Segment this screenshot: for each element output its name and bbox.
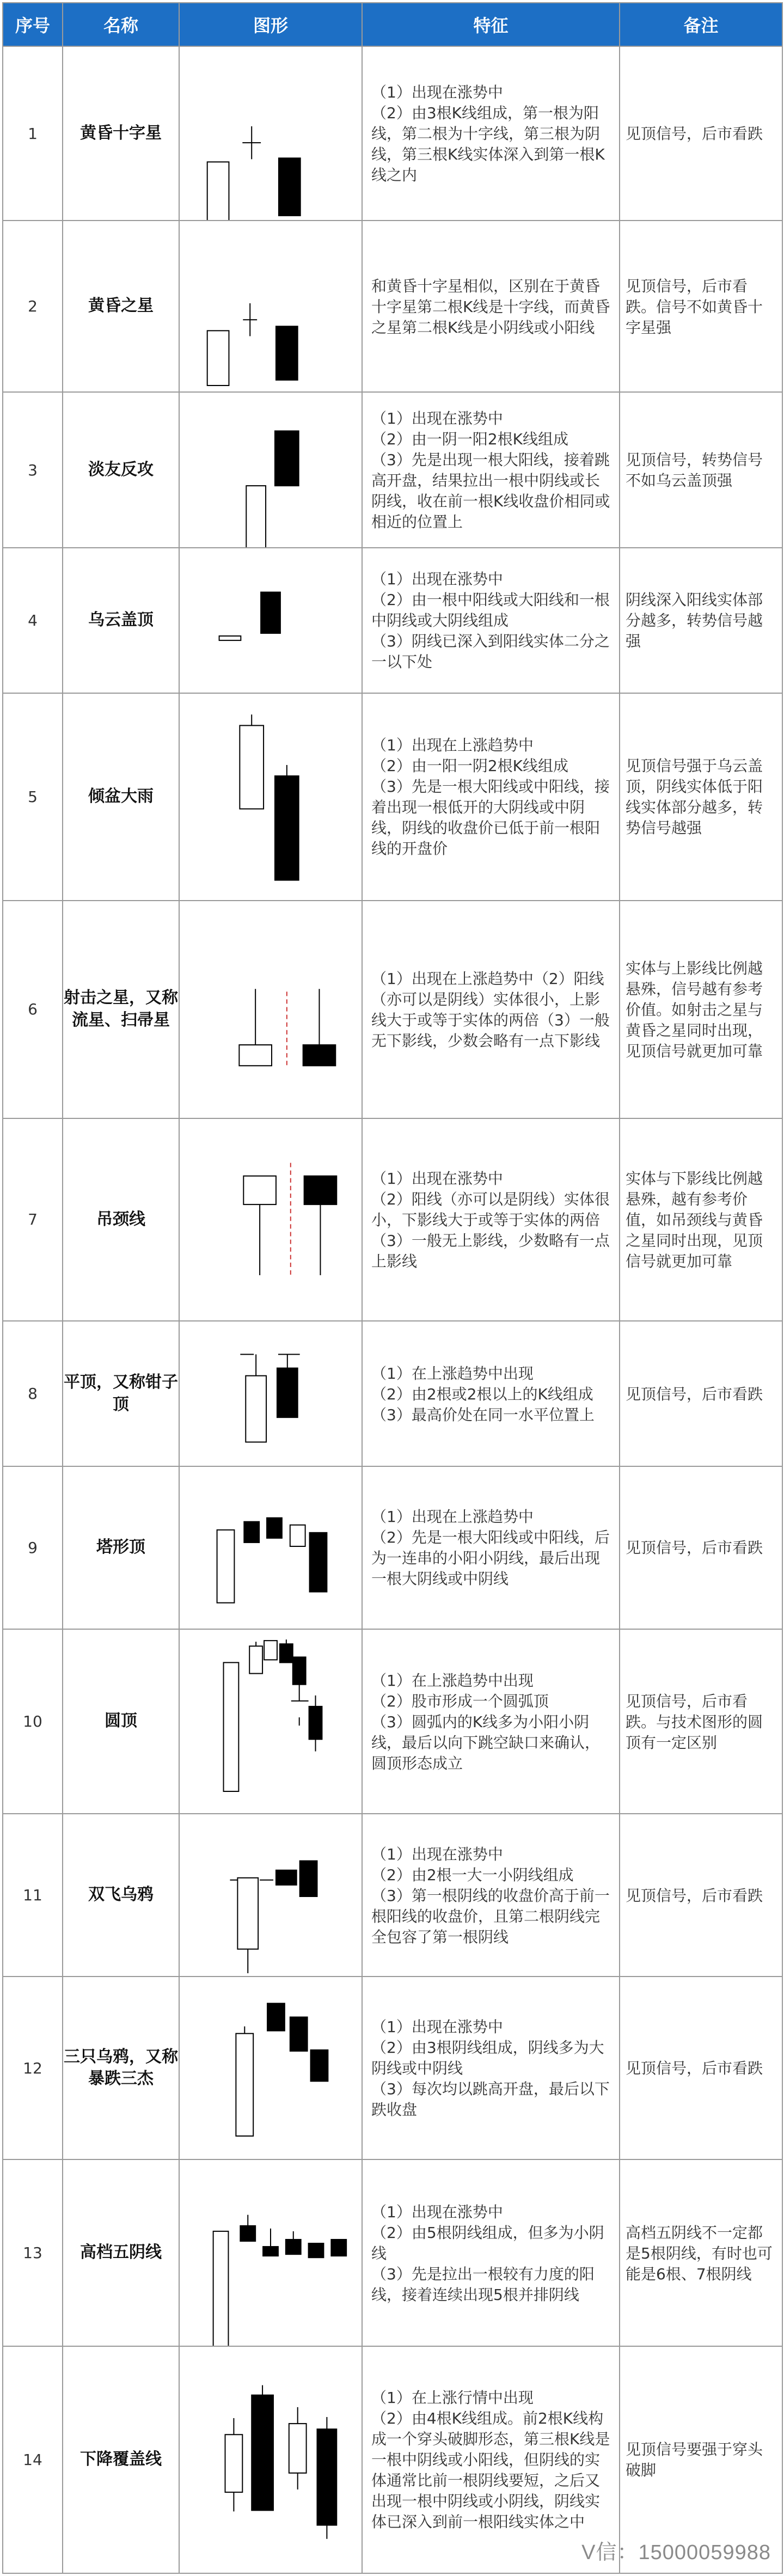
bearish-candle	[267, 2003, 285, 2030]
pattern-figure	[179, 1814, 362, 1977]
row-number: 7	[3, 1118, 63, 1321]
pattern-feature	[362, 1466, 620, 1629]
pattern-figure	[179, 901, 362, 1118]
bearish-candle	[275, 776, 299, 880]
pattern-name: 平顶，又称钳子顶	[63, 1321, 179, 1466]
table-row	[3, 1814, 782, 1977]
row-number: 2	[3, 221, 63, 392]
bullish-candle	[246, 1376, 266, 1442]
note-text: 见顶信号，后市看跌	[626, 125, 763, 143]
pattern-name: 三只乌鸦，又称暴跌三杰	[63, 1977, 179, 2159]
note-text: 阴线深入阳线实体部分越多，转势信号越强	[626, 591, 763, 651]
pattern-name: 淡友反攻	[63, 392, 179, 548]
feature-text: （1）出现在涨势中 （2）由5根阴线组成，但多为小阴线 （3）先是拉出一根较有力度的阳线，接着连续出现5根并排阴线	[371, 2202, 604, 2304]
row-number: 4	[3, 548, 63, 693]
pattern-feature	[362, 693, 620, 901]
feature-text: （1）出现在涨势中 （2）由3根K线组成，第一根为阳线，第二根为十字线，第三根为阴线，第三根K线实体深入到第一根K线之内	[371, 83, 605, 185]
row-number: 3	[3, 392, 63, 548]
feature-text: （1）出现在涨势中 （2）阳线（亦可以是阴线）实体很小，下影线大于或等于实体的两倍 （3）一般无上影线，少数略有一点上影线	[371, 1169, 610, 1270]
bearish-candle	[331, 2240, 346, 2256]
candlestick-diagram	[180, 1467, 362, 1629]
bullish-candle	[225, 2434, 243, 2492]
pattern-name: 乌云盖顶	[63, 548, 179, 693]
table-row	[3, 221, 782, 392]
bullish-candle	[207, 331, 229, 386]
pattern-feature	[362, 1977, 620, 2159]
table-row	[3, 1629, 782, 1814]
bullish-candle	[240, 725, 264, 809]
pattern-figure	[179, 2159, 362, 2346]
bullish-candle	[243, 1176, 276, 1204]
note-text: 高档五阴线不一定都是5根阴线，有时也可能是6根、7根阴线	[626, 2223, 773, 2283]
table-row	[3, 2159, 782, 2346]
note-text: 实体与下影线比例越悬殊，越有参考价值，如吊颈线与黄昏之星同时出现，见顶信号就更加可靠	[626, 1169, 763, 1270]
bullish-candle	[290, 1525, 305, 1546]
pattern-name: 双飞乌鸦	[63, 1814, 179, 1977]
table-row	[3, 901, 782, 1118]
note-text: 见顶信号，后市看跌	[626, 1385, 763, 1403]
pattern-note	[620, 1466, 782, 1629]
row-number: 9	[3, 1466, 63, 1629]
row-number: 14	[3, 2346, 63, 2573]
pattern-figure	[179, 1629, 362, 1814]
feature-text: （1）出现在上涨趋势中 （2）由一阳一阴2根K线组成 （3）先是一根大阳线或中阳线，接着出现一根低开的大阴线或中阴线，阴线的收盘价已低于前一根阳线的开盘价	[371, 736, 610, 858]
feature-text: （1）在上涨行情中出现 （2）由4根K线组成。前2根K线构成一个穿头破脚形态，第三根K线是一根中阴线或小阳线，但阴线的实体通常比前一根阴线要短，之后又出现一根中阴线或小阴线，阴线实体已深入到前一根阳线实体之中	[371, 2389, 610, 2531]
table-row	[3, 548, 782, 693]
pattern-note	[620, 548, 782, 693]
note-text: 见顶信号强于乌云盖顶，阴线实体低于阳线实体部分越多，转势信号越强	[626, 757, 763, 837]
bearish-candle	[290, 2017, 308, 2051]
bullish-candle	[213, 2231, 229, 2345]
pattern-feature	[362, 901, 620, 1118]
pattern-feature	[362, 2159, 620, 2346]
bearish-candle	[280, 1644, 293, 1662]
candlestick-diagram	[180, 1814, 362, 1976]
table-row	[3, 1977, 782, 2159]
feature-text: （1）在上涨趋势中出现 （2）股市形成一个圆弧顶 （3）圆弧内的K线多为小阳小阴线，最后以向下跳空缺口来确认，圆顶形态成立	[371, 1671, 601, 1772]
table-row	[3, 46, 782, 221]
header-name: 名称	[63, 3, 179, 46]
bullish-candle	[239, 1045, 272, 1066]
pattern-name: 圆顶	[63, 1629, 179, 1814]
pattern-figure	[179, 392, 362, 548]
kline-pattern-table	[2, 2, 783, 2574]
bearish-candle	[309, 1706, 322, 1739]
pattern-name: 塔形顶	[63, 1466, 179, 1629]
bearish-candle	[309, 2243, 324, 2257]
bullish-candle	[217, 1530, 235, 1603]
pattern-note	[620, 2159, 782, 2346]
bearish-candle	[277, 1368, 298, 1418]
pattern-feature	[362, 1629, 620, 1814]
pattern-figure	[179, 1118, 362, 1321]
pattern-figure	[179, 548, 362, 693]
bearish-candle	[276, 1870, 297, 1885]
feature-text: （1）出现在涨势中 （2）由3根阴线组成，阴线多为大阴线或中阴线 （3）每次均以跳高开盘，最后以下跌收盘	[371, 2018, 610, 2119]
candlestick-diagram	[180, 2347, 362, 2573]
candlestick-diagram	[180, 1977, 362, 2159]
pattern-figure	[179, 693, 362, 901]
bullish-candle	[264, 1641, 277, 1660]
pattern-note	[620, 392, 782, 548]
bearish-candle	[304, 1176, 337, 1204]
pattern-name: 下降覆盖线	[63, 2346, 179, 2573]
candlestick-diagram	[180, 694, 362, 900]
feature-text: （1）出现在上涨趋势中 （2）先是一根大阳线或中阳线，后为一连串的小阳小阴线，最后出现一根大阴线或中阴线	[371, 1508, 610, 1588]
candlestick-diagram	[180, 1321, 362, 1466]
bearish-candle	[311, 2050, 328, 2081]
bearish-candle	[275, 431, 299, 486]
pattern-feature	[362, 1321, 620, 1466]
bullish-candle	[289, 2424, 307, 2473]
bearish-candle	[252, 2395, 273, 2510]
feature-text: （1）出现在涨势中 （2）由一根中阳线或大阳线和一根中阴线或大阴线组成 （3）阴线已深入到阳线实体二分之一以下处	[371, 570, 610, 671]
table-row	[3, 1118, 782, 1321]
pattern-feature	[362, 1814, 620, 1977]
note-text: 实体与上影线比例越悬殊，信号越有参考价值。如射击之星与黄昏之星同时出现，见顶信号就更加可靠	[626, 959, 763, 1060]
bearish-candle	[276, 326, 298, 380]
candlestick-diagram	[180, 1630, 362, 1813]
pattern-name: 射击之星，又称流星、扫帚星	[63, 901, 179, 1118]
bullish-candle	[237, 1878, 258, 1949]
bullish-candle	[249, 1646, 262, 1673]
row-number: 8	[3, 1321, 63, 1466]
pattern-feature	[362, 548, 620, 693]
note-text: 见顶信号，后市看跌。与技术图形的圆顶有一定区别	[626, 1692, 763, 1752]
pattern-note	[620, 1118, 782, 1321]
watermark-text: V信：15000059988	[581, 2541, 771, 2564]
pattern-figure	[179, 1977, 362, 2159]
candlestick-diagram	[180, 2160, 362, 2345]
bullish-candle	[224, 1662, 239, 1791]
bearish-candle	[310, 1533, 327, 1592]
pattern-note	[620, 46, 782, 221]
bearish-candle	[279, 158, 301, 216]
table-row	[3, 392, 782, 548]
pattern-name: 黄昏十字星	[63, 46, 179, 221]
note-text: 见顶信号，后市看跌	[626, 2059, 763, 2078]
bearish-candle	[263, 2247, 278, 2256]
table-body	[3, 46, 782, 2573]
bearish-candle	[317, 2429, 336, 2525]
pattern-note	[620, 1814, 782, 1977]
candlestick-diagram	[180, 901, 362, 1118]
pattern-note	[620, 693, 782, 901]
candlestick-diagram	[180, 1119, 362, 1321]
bearish-candle	[267, 1518, 282, 1538]
candlestick-diagram	[180, 548, 362, 693]
pattern-figure	[179, 2346, 362, 2573]
pattern-feature	[362, 221, 620, 392]
feature-text: （1）在上涨趋势中出现 （2）由2根或2根以上的K线组成 （3）最高价处在同一水平位置上	[371, 1364, 595, 1424]
bearish-candle	[293, 1657, 306, 1684]
pattern-feature	[362, 2346, 620, 2573]
header-note: 备注	[620, 3, 782, 46]
pattern-feature	[362, 1118, 620, 1321]
bearish-candle	[261, 592, 280, 633]
pattern-note	[620, 901, 782, 1118]
feature-text: （1）出现在涨势中 （2）由一阴一阳2根K线组成 （3）先是出现一根大阳线，接着跳高开盘，结果拉出一根中阴线或长阴线，收在前一根K线收盘价相同或相近的位置上	[371, 409, 610, 531]
pattern-name: 黄昏之星	[63, 221, 179, 392]
row-number: 6	[3, 901, 63, 1118]
bullish-candle	[236, 2034, 253, 2136]
table-row	[3, 1321, 782, 1466]
candlestick-diagram	[180, 393, 362, 547]
header-row	[3, 3, 782, 46]
pattern-figure	[179, 1321, 362, 1466]
row-number: 12	[3, 1977, 63, 2159]
header-no: 序号	[3, 3, 63, 46]
note-text: 见顶信号，转势信号不如乌云盖顶强	[626, 451, 763, 490]
note-text: 见顶信号要强于穿头破脚	[626, 2440, 763, 2480]
bearish-candle	[240, 2226, 255, 2241]
pattern-name: 高档五阴线	[63, 2159, 179, 2346]
pattern-figure	[179, 46, 362, 221]
bearish-candle	[286, 2240, 301, 2254]
candlestick-diagram	[180, 47, 362, 220]
feature-text: （1）出现在涨势中 （2）由2根一大一小阴线组成 （3）第一根阴线的收盘价高于前一根阳线的收盘价，且第二根阴线完全包容了第一根阴线	[371, 1845, 610, 1946]
bullish-candle	[219, 636, 241, 640]
note-text: 见顶信号，后市看跌	[626, 1886, 763, 1905]
table-row	[3, 1466, 782, 1629]
row-number: 11	[3, 1814, 63, 1977]
note-text: 见顶信号，后市看跌。信号不如黄昏十字星强	[626, 277, 763, 336]
row-number: 13	[3, 2159, 63, 2346]
note-text: 见顶信号，后市看跌	[626, 1539, 763, 1557]
pattern-feature	[362, 46, 620, 221]
pattern-note	[620, 1321, 782, 1466]
feature-text: 和黄昏十字星相似，区别在于黄昏十字星第二根K线是十字线，而黄昏之星第二根K线是小阴线或小阳线	[371, 277, 610, 336]
row-number: 10	[3, 1629, 63, 1814]
bearish-candle	[244, 1522, 259, 1543]
pattern-note	[620, 1629, 782, 1814]
pattern-note	[620, 221, 782, 392]
pattern-figure	[179, 1466, 362, 1629]
header-figure: 图形	[179, 3, 362, 46]
row-number: 5	[3, 693, 63, 901]
pattern-feature	[362, 392, 620, 548]
row-number: 1	[3, 46, 63, 221]
pattern-name: 吊颈线	[63, 1118, 179, 1321]
pattern-figure	[179, 221, 362, 392]
header-feature: 特征	[362, 3, 620, 46]
candlestick-diagram	[180, 221, 362, 391]
bearish-candle	[303, 1045, 336, 1066]
bullish-candle	[246, 486, 266, 547]
pattern-note	[620, 1977, 782, 2159]
table-row	[3, 693, 782, 901]
pattern-name: 倾盆大雨	[63, 693, 179, 901]
feature-text: （1）出现在上涨趋势中（2）阳线（亦可以是阴线）实体很小，上影线大于或等于实体的两倍（3）一般无下影线，少数会略有一点下影线	[371, 969, 610, 1050]
bullish-candle	[207, 162, 229, 220]
bearish-candle	[300, 1861, 317, 1896]
